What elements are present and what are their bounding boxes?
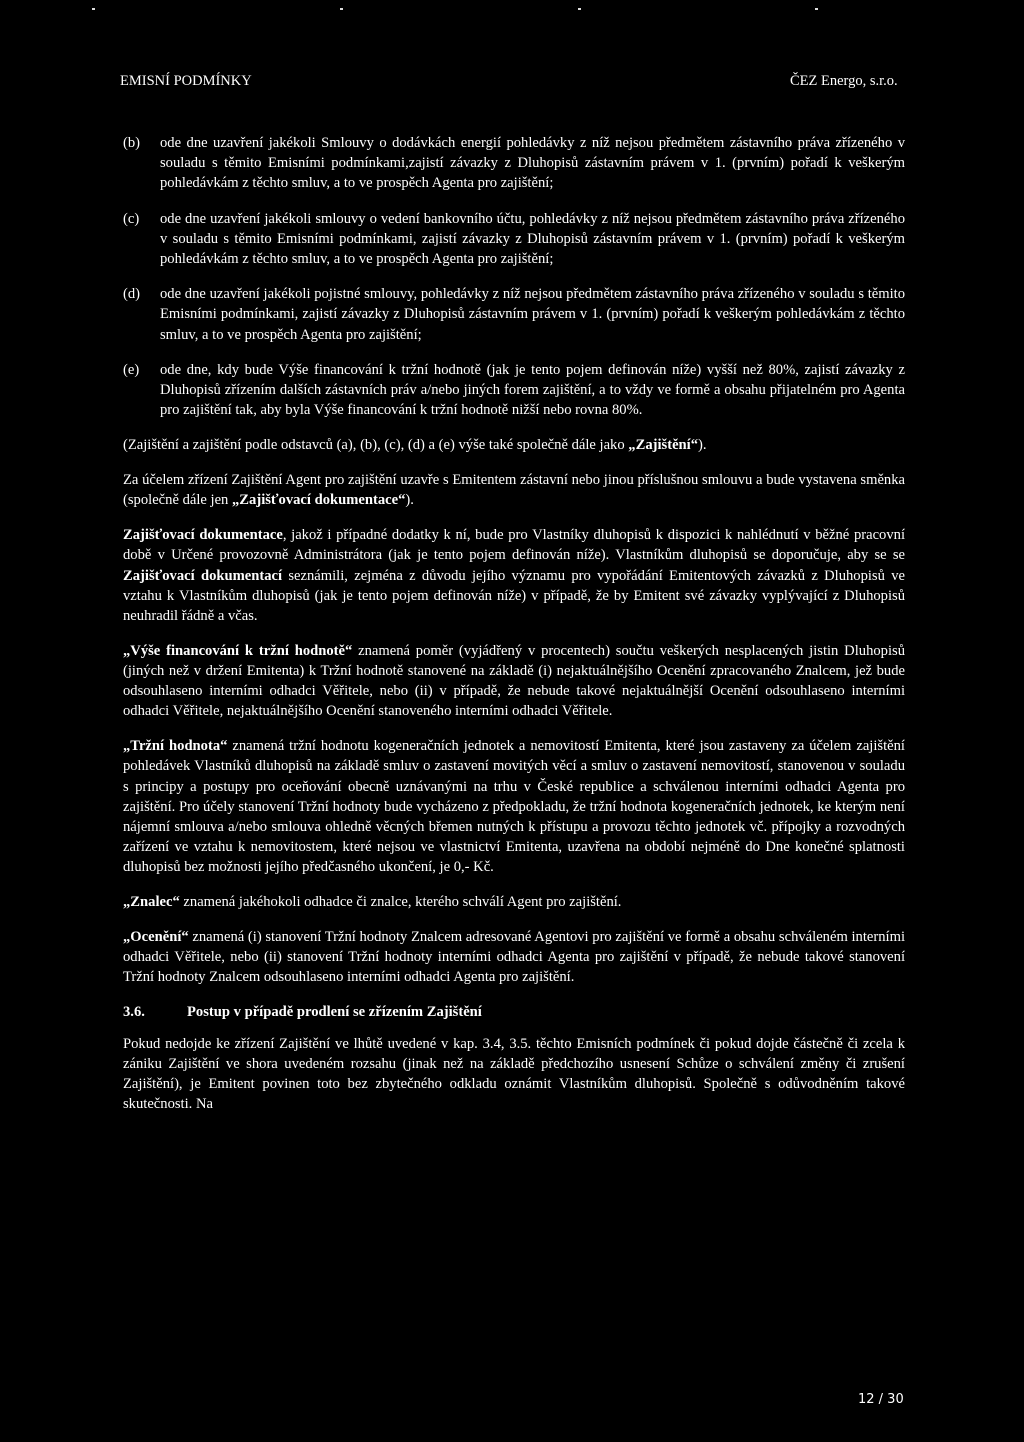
- list-item-text: ode dne uzavření jakékoli Smlouvy o dodávkách energií pohledávky z níž nejsou předmětem zástavního práva zřízeného v souladu s těmito Emisními podmínkami,zajistí závazky z Dluhopisů zástavním právem v 1. (prvním) pořadí k veškerým pohledávkám z těchto smluv, a to ve prospěch Agenta pro zajištění;: [160, 135, 905, 192]
- defined-term: Zajišťovací dokumentací: [123, 567, 283, 584]
- paragraph-dokumentace-availability: [123, 525, 905, 626]
- list-item-label: (d): [123, 286, 141, 303]
- scan-speck: [340, 8, 343, 10]
- list-item-d: [123, 284, 905, 345]
- text-run: ).: [405, 492, 414, 509]
- list-item-text: ode dne uzavření jakékoli smlouvy o vedení bankovního účtu, pohledávky z níž nejsou předmětem zástavního práva zřízeného v souladu s těmito Emisními podmínkami, zajistí závazky z Dluhopisů zástavním právem v 1. (prvním) pořadí k veškerým pohledávkám z těchto smluv, a to ve prospěch Agenta pro zajištění;: [160, 210, 905, 268]
- paragraph-zajisteni-summary: [123, 435, 905, 455]
- text-run: , jakož i případné dodatky k ní, bude pro Vlastníky dluhopisů k dispozici k nahlédnutí v běžné pracovní době v Určené provozovně Administrátora (jak je tento pojem definován níže). Vlastníkům dluhopisů se doporučuje, aby se se: [123, 527, 905, 564]
- paragraph-oceneni: [123, 927, 905, 988]
- paragraph-znalec: [123, 892, 905, 912]
- list-item-label: (e): [123, 361, 140, 378]
- list-item-b: [123, 133, 905, 194]
- text-run: znamená (i) stanovení Tržní hodnoty Znalcem adresované Agentovi pro zajištění ve formě a obsahu schváleném interními odhadci Věřitele, nebo (ii) stanovení Tržní hodnoty interními odhadci Agenta pro zajištění v případě, že nebude takové stanovení Tržní hodnoty Znalcem odsouhlaseno interními odhadci Agenta pro zajištění.: [123, 929, 905, 986]
- text-run: ).: [698, 437, 707, 454]
- text-run: seznámili, zejména z důvodu jejího významu pro vypořádání Emitentových závazků z Dluhopisů ve vztahu k Vlastníkům dluhopisů (jak je tento pojem definován níže) v případě, že by Emitent své závazky vyplývající z Dluhopisů neuhradil řádně a včas.: [123, 567, 905, 625]
- page-number: 12 / 30: [858, 1392, 904, 1407]
- defined-term: „Tržní hodnota“: [123, 738, 228, 755]
- section-heading: [123, 1002, 905, 1022]
- defined-term: „Ocenění“: [123, 929, 189, 946]
- header-company: ČEZ Energo, s.r.o.: [790, 73, 898, 89]
- list-item-text: ode dne, kdy bude Výše financování k tržní hodnotě (jak je tento pojem definován níže) vyšší než 80%, zajistí závazky z Dluhopisů zřízením dalších zástavních práv a/nebo jiných forem zajištění, a to vždy ve formě a obsahu přijatelném pro Agenta pro zajištění tak, aby byla Výše financování k tržní hodnotě nižší nebo rovna 80%.: [160, 361, 905, 419]
- header-title: EMISNÍ PODMÍNKY: [120, 73, 252, 89]
- list-item-label: (c): [123, 210, 140, 227]
- document-body: [123, 133, 905, 1129]
- defined-term: „Znalec“: [123, 894, 180, 911]
- paragraph-trzni-hodnota: [123, 736, 905, 877]
- defined-term: „Zajištění“: [628, 437, 699, 454]
- list-item-label: (b): [123, 135, 141, 151]
- defined-term: „Výše financování k tržní hodnotě“: [123, 642, 353, 659]
- text-run: Za účelem zřízení Zajištění Agent pro zajištění uzavře s Emitentem zástavní nebo jinou příslušnou smlouvu a bude vystavena směnka (společně dále jen: [123, 472, 905, 509]
- section-title: Postup v případě prodlení se zřízením Zajištění: [187, 1003, 482, 1020]
- list-item-c: [123, 209, 905, 270]
- list-item-text: ode dne uzavření jakékoli pojistné smlouvy, pohledávky z níž nejsou předmětem zástavního práva zřízeného v souladu s těmito Emisními podmínkami, zajistí závazky z Dluhopisů zástavním právem v 1. (prvním) pořadí k veškerým pohledávkám z těchto smluv, a to ve prospěch Agenta pro zajištění;: [160, 286, 905, 343]
- scan-speck: [815, 8, 818, 10]
- paragraph-vyse-financovani: [123, 641, 905, 722]
- text-run: znamená poměr (vyjádřený v procentech) součtu veškerých nesplacených jistin Dluhopisů (jiných než v držení Emitenta) k Tržní hodnotě stanovené na základě (i) nejaktuálnějšího Ocenění zpracovaného Znalcem, jež bude odsouhlaseno interními odhadci Věřitele, nebo (ii) v případě, že nebude takové nejaktuálnější Ocenění odsouhlaseno interními odhadci Věřitele, nejaktuálnějšího Ocenění stanoveného interními odhadci Věřitele.: [123, 642, 905, 720]
- list-item-e: [123, 360, 905, 421]
- scan-speck: [578, 8, 581, 10]
- section-number: 3.6.: [123, 1003, 145, 1020]
- scan-speck: [92, 8, 95, 10]
- text-run: znamená tržní hodnotu kogeneračních jednotek a nemovitostí Emitenta, které jsou zastaveny za účelem zajištění pohledávek Vlastníků dluhopisů na základě smluv o zastavení movitých věcí a smluv o zastavení nemovitostí, stanovenou v souladu s principy a postupy pro oceňování obecně uznávanými na trhu v České republice a schválenou interními odhadci Agenta pro zajištění. Pro účely stanovení Tržní hodnoty bude vycházeno z předpokladu, že tržní hodnota kogeneračních jednotek, ke kterým není nájemní smlouva a/nebo smlouva ohledně věcných břemen nutných k přístupu a provozu těchto jednotek vč. přípojky a rozvodných zařízení ve vztahu k nemovitostem, které nejsou ve vlastnictví Emitenta, uzavřena na období nejméně do Dne konečné splatnosti dluhopisů bez možnosti jejího předčasného ukončení, je 0,- Kč.: [123, 738, 905, 876]
- defined-term: Zajišťovací dokumentace: [123, 527, 283, 544]
- paragraph-prodleni: Pokud nedojde ke zřízení Zajištění ve lhůtě uvedené v kap. 3.4, 3.5. těchto Emisních podmínek či pokud dojde částečně či zcela k zániku Zajištění ve shora uvedeném rozsahu (jinak než na základě předchozího usnesení Schůze o schválení změny či zrušení Zajištění), je Emitent povinen toto bez zbytečného odkladu oznámit Vlastníkům dluhopisů. Společně s odůvodněním takové skutečnosti. Na: [123, 1035, 905, 1113]
- defined-term: „Zajišťovací dokumentace“: [232, 492, 406, 509]
- text-run: znamená jakéhokoli odhadce či znalce, kterého schválí Agent pro zajištění.: [179, 894, 622, 911]
- paragraph-zajistovaci-dokumentace: [123, 470, 905, 510]
- text-run: (Zajištění a zajištění podle odstavců (a), (b), (c), (d) a (e) výše také společně dále jako: [123, 437, 629, 454]
